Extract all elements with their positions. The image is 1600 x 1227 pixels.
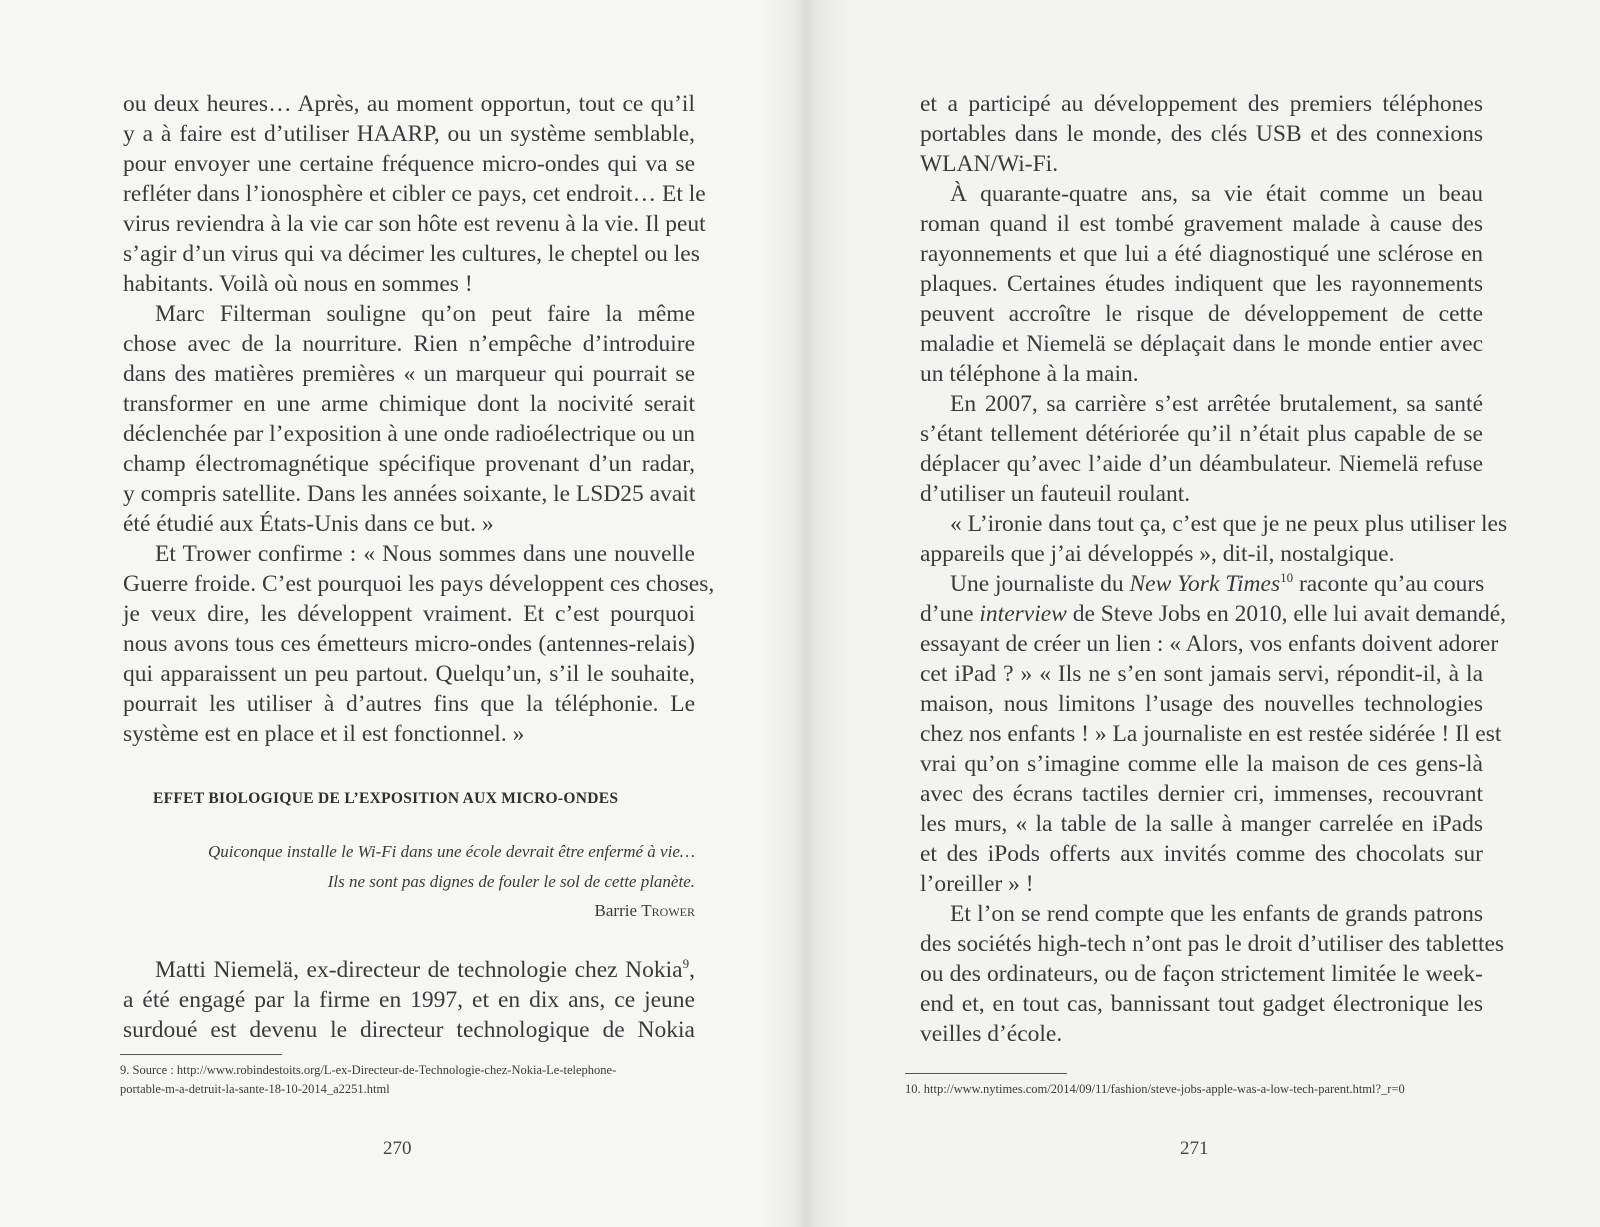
epigraph-author [595, 901, 695, 921]
text-line: avec des écrans tactiles dernier cri, immenses, recouvrant [920, 781, 1483, 807]
footnote-rule [120, 1054, 282, 1055]
text-line [950, 569, 1483, 599]
text-line: des sociétés high-tech n’ont pas le droit d’utiliser des tablettes [920, 931, 1505, 957]
text-line: Et Trower confirme : « Nous sommes dans une nouvelle [155, 541, 695, 567]
text-line [155, 955, 695, 985]
text-line: « L’ironie dans tout ça, c’est que je ne peux plus utiliser les [950, 511, 1508, 537]
page-number: 271 [1180, 1138, 1209, 1159]
footnote: 9. Source : http://www.robindestoits.org/L-ex-Directeur-de-Technologie-chez-Nokia-Le-telephone- [120, 1063, 617, 1077]
text-line: été étudié aux États-Unis dans ce but. » [123, 511, 494, 537]
text-line [920, 599, 1507, 629]
text-line: s’étant tellement détériorée qu’il n’était plus capable de se [920, 421, 1483, 447]
text-line: À quarante-quatre ans, sa vie était comme un beau [950, 181, 1483, 207]
text-line: roman quand il est tombé gravement malade à cause des [920, 211, 1483, 237]
text-line: portables dans le monde, des clés USB et des connexions [920, 121, 1483, 147]
text-line: Guerre froide. C’est pourquoi les pays développent ces choses, [123, 571, 715, 597]
text-line: plaques. Certaines études indiquent que les rayonnements [920, 271, 1483, 297]
page-number: 270 [383, 1138, 412, 1159]
text-line: end et, en tout cas, bannissant tout gadget électronique les [920, 991, 1483, 1017]
text-line: l’oreiller » ! [920, 871, 1034, 897]
text-segment: Une journaliste du [950, 571, 1124, 597]
footnote-ref: 9 [682, 956, 690, 971]
text-line: champ électromagnétique spécifique provenant d’un radar, [123, 451, 695, 477]
text-line: nous avons tous ces émetteurs micro-ondes (antennes-relais) [123, 631, 695, 657]
text-line: essayant de créer un lien : « Alors, vos enfants doivent adorer [920, 631, 1499, 657]
text-line: vrai qu’on s’imagine comme elle la maison de ces gens-là [920, 751, 1483, 777]
text-line: virus reviendra à la vie car son hôte est revenu à la vie. Il peut [123, 211, 706, 237]
text-line: surdoué est devenu le directeur technologique de Nokia [123, 1017, 695, 1043]
italic-word: interview [979, 601, 1067, 627]
text-line: WLAN/Wi-Fi. [920, 151, 1059, 177]
text-segment: d’une [920, 601, 974, 627]
text-line: chose avec de la nourriture. Rien n’empêche d’introduire [123, 331, 695, 357]
text-line: y compris satellite. Dans les années soixante, le LSD25 avait [123, 481, 696, 507]
text-line: maladie et Niemelä se déplaçait dans le monde entier avec [920, 331, 1483, 357]
text-segment: de Steve Jobs en 2010, elle lui avait demandé, [1072, 601, 1507, 627]
text-line: ou des ordinateurs, ou de façon strictement limitée le week- [920, 961, 1483, 987]
text-line: qui apparaissent un peu partout. Quelqu’un, s’il le souhaite, [123, 661, 695, 687]
text-line: peuvent accroître le risque de développement de cette [920, 301, 1483, 327]
text-line: transformer en une arme chimique dont la nocivité serait [123, 391, 695, 417]
text-line: et a participé au développement des premiers téléphones [920, 91, 1483, 117]
text-line: s’agir d’un virus qui va décimer les cultures, le cheptel ou les [123, 241, 700, 267]
text-line: système est en place et il est fonctionnel. » [123, 721, 525, 747]
text-line: déclenchée par l’exposition à une onde radioélectrique ou un [123, 421, 695, 447]
epigraph-author-last: Trower [641, 901, 695, 920]
text-line: chez nos enfants ! » La journaliste en est restée sidérée ! Il est [920, 721, 1502, 747]
text-line: et des iPods offerts aux invités comme des chocolats sur [920, 841, 1483, 867]
text-line: cet iPad ? » « Ils ne s’en sont jamais servi, répondit-il, à la [920, 661, 1483, 687]
text-line: les murs, « la table de la salle à manger carrelée en iPads [920, 811, 1483, 837]
text-line: déplacer qu’avec l’aide d’un déambulateur. Niemelä refuse [920, 451, 1483, 477]
text-line: y a à faire est d’utiliser HAARP, ou un système semblable, [123, 121, 695, 147]
text-line: d’utiliser un fauteuil roulant. [920, 481, 1191, 507]
text-segment: raconte qu’au cours [1298, 571, 1485, 597]
text-line: appareils que j’ai développés », dit-il, nostalgique. [920, 541, 1395, 567]
footnote-ref: 10 [1280, 570, 1294, 585]
text-line: refléter dans l’ionosphère et cibler ce pays, cet endroit… Et le [123, 181, 706, 207]
epigraph-line: Ils ne sont pas dignes de fouler le sol de cette planète. [327, 872, 695, 891]
epigraph-author-first: Barrie [594, 901, 638, 920]
text-line: pourrait les utiliser à d’autres fins que la téléphonie. Le [123, 691, 695, 717]
footnote: portable-m-a-detruit-la-sante-18-10-2014_a2251.html [120, 1082, 390, 1096]
text-line: dans des matières premières « un marqueur qui pourrait se [123, 361, 695, 387]
text-line: ou deux heures… Après, au moment opportun, tout ce qu’il [123, 91, 695, 117]
text-line: je veux dire, les développent vraiment. Et c’est pourquoi [123, 601, 695, 627]
newspaper-title: New York Times [1129, 571, 1281, 597]
text-line: maison, nous limitons l’usage des nouvelles technologies [920, 691, 1483, 717]
text-line: rayonnements et que lui a été diagnostiqué une sclérose en [920, 241, 1483, 267]
text-line: veilles d’école. [920, 1021, 1063, 1047]
text-segment: Matti Niemelä, ex-directeur de technologie chez Nokia [155, 957, 683, 983]
text-line: habitants. Voilà où nous en sommes ! [123, 271, 473, 297]
text-segment: , [689, 957, 695, 983]
text-line: pour envoyer une certaine fréquence micro-ondes qui va se [123, 151, 695, 177]
text-line: un téléphone à la main. [920, 361, 1139, 387]
footnote-rule [905, 1073, 1067, 1074]
epigraph-line: Quiconque installe le Wi-Fi dans une école devrait être enfermé à vie… [207, 842, 695, 861]
footnote: 10. http://www.nytimes.com/2014/09/11/fashion/steve-jobs-apple-was-a-low-tech-parent.html?_r=0 [905, 1082, 1405, 1096]
text-line: Marc Filterman souligne qu’on peut faire la même [155, 301, 695, 327]
text-line: En 2007, sa carrière s’est arrêtée brutalement, sa santé [950, 391, 1483, 417]
text-line: a été engagé par la firme en 1997, et en dix ans, ce jeune [123, 987, 695, 1013]
section-heading: EFFET BIOLOGIQUE DE L’EXPOSITION AUX MICRO-ONDES [153, 790, 619, 807]
text-line: Et l’on se rend compte que les enfants de grands patrons [950, 901, 1483, 927]
